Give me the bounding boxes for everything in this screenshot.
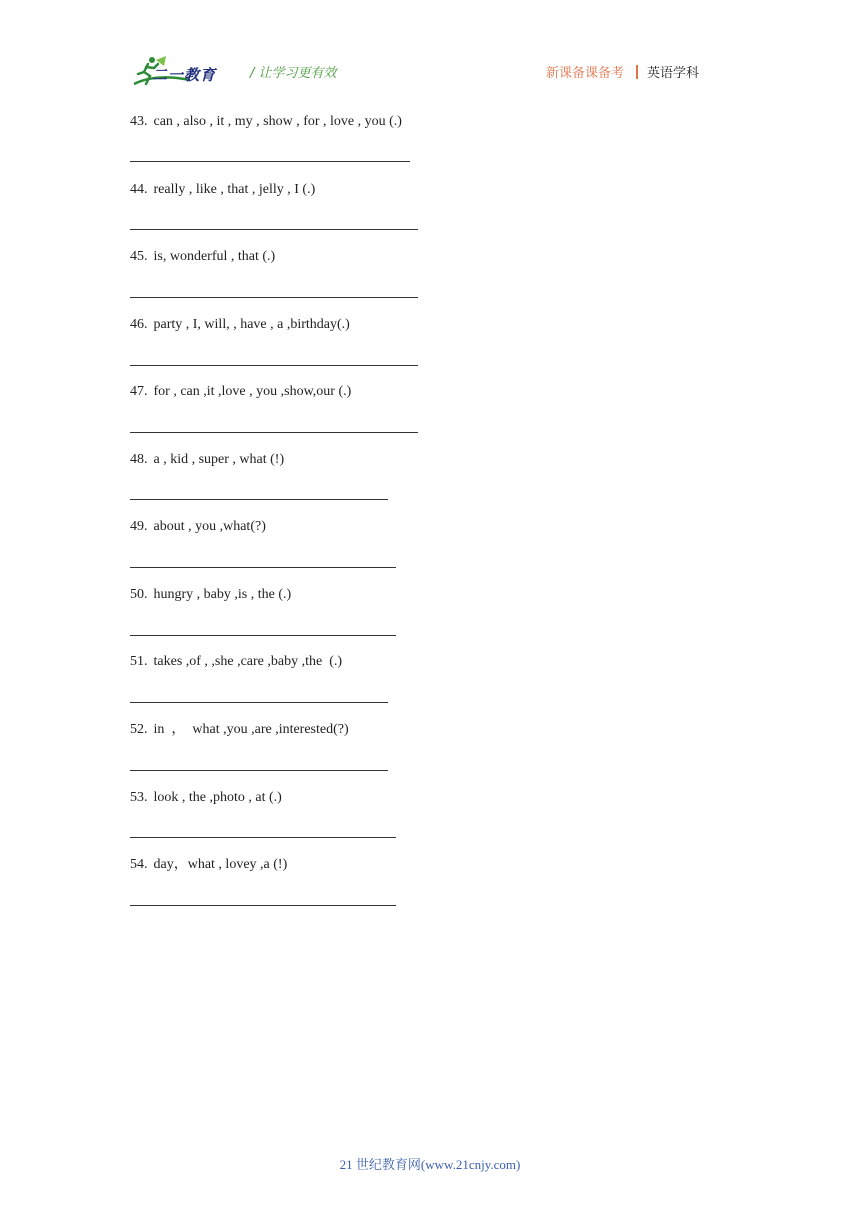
question-54 [130,856,287,874]
question-text: hungry , baby ,is , the (.) [153,587,292,602]
question-51 [130,653,342,671]
answer-line-51[interactable] [130,702,388,703]
answer-line-43[interactable] [130,161,410,162]
course-label: 新课备课备考 [546,66,625,81]
question-number: 43. [130,114,148,129]
logo-text: 二一教育 [152,66,217,84]
answer-line-54[interactable] [130,905,396,906]
question-number: 48. [130,452,148,467]
answer-line-48[interactable] [130,499,388,500]
page-footer: 21 世纪教育网(www.21cnjy.com) [339,1157,521,1172]
question-number: 54. [130,857,148,872]
subject-label: 英语学科 [647,66,700,81]
answer-line-46[interactable] [130,365,418,366]
question-text: is, wonderful , that (.) [153,249,276,264]
question-number: 46. [130,317,148,332]
question-text: a , kid , super , what (!) [153,452,285,467]
answer-line-53[interactable] [130,837,396,838]
question-text: for , can ,it ,love , you ,show,our (.) [153,384,352,399]
question-43 [130,113,402,131]
question-48 [130,451,284,469]
question-text: in ， what ,you ,are ,interested(?) [153,722,349,737]
question-number: 44. [130,182,148,197]
question-47 [130,383,351,401]
question-45 [130,248,275,266]
question-text: about , you ,what(?) [153,519,266,534]
question-text: can , also , it , my , show , for , love , you (.) [153,114,402,129]
header-separator [636,65,638,79]
answer-line-52[interactable] [130,770,388,771]
question-number: 53. [130,790,148,805]
question-50 [130,586,291,604]
question-46 [130,316,350,334]
question-number: 49. [130,519,148,534]
answer-line-47[interactable] [130,432,418,433]
question-number: 45. [130,249,148,264]
question-49 [130,518,266,536]
answer-line-45[interactable] [130,297,418,298]
question-number: 52. [130,722,148,737]
question-number: 47. [130,384,148,399]
question-number: 51. [130,654,148,669]
answer-line-50[interactable] [130,635,396,636]
question-text: really , like , that , jelly , I (.) [153,182,316,197]
question-text: day，what , lovey ,a (!) [153,857,288,872]
header-right [546,62,699,81]
question-text: takes ,of , ,she ,care ,baby ,the (.) [153,654,343,669]
question-52 [130,721,349,739]
question-number: 50. [130,587,148,602]
answer-line-44[interactable] [130,229,418,230]
question-text: look , the ,photo , at (.) [153,790,282,805]
slogan: / 让学习更有效 [250,66,337,81]
question-text: party , I, will, , have , a ,birthday(.) [153,317,350,332]
answer-line-49[interactable] [130,567,396,568]
page-header [0,0,860,100]
question-53 [130,789,282,807]
question-44 [130,181,315,199]
